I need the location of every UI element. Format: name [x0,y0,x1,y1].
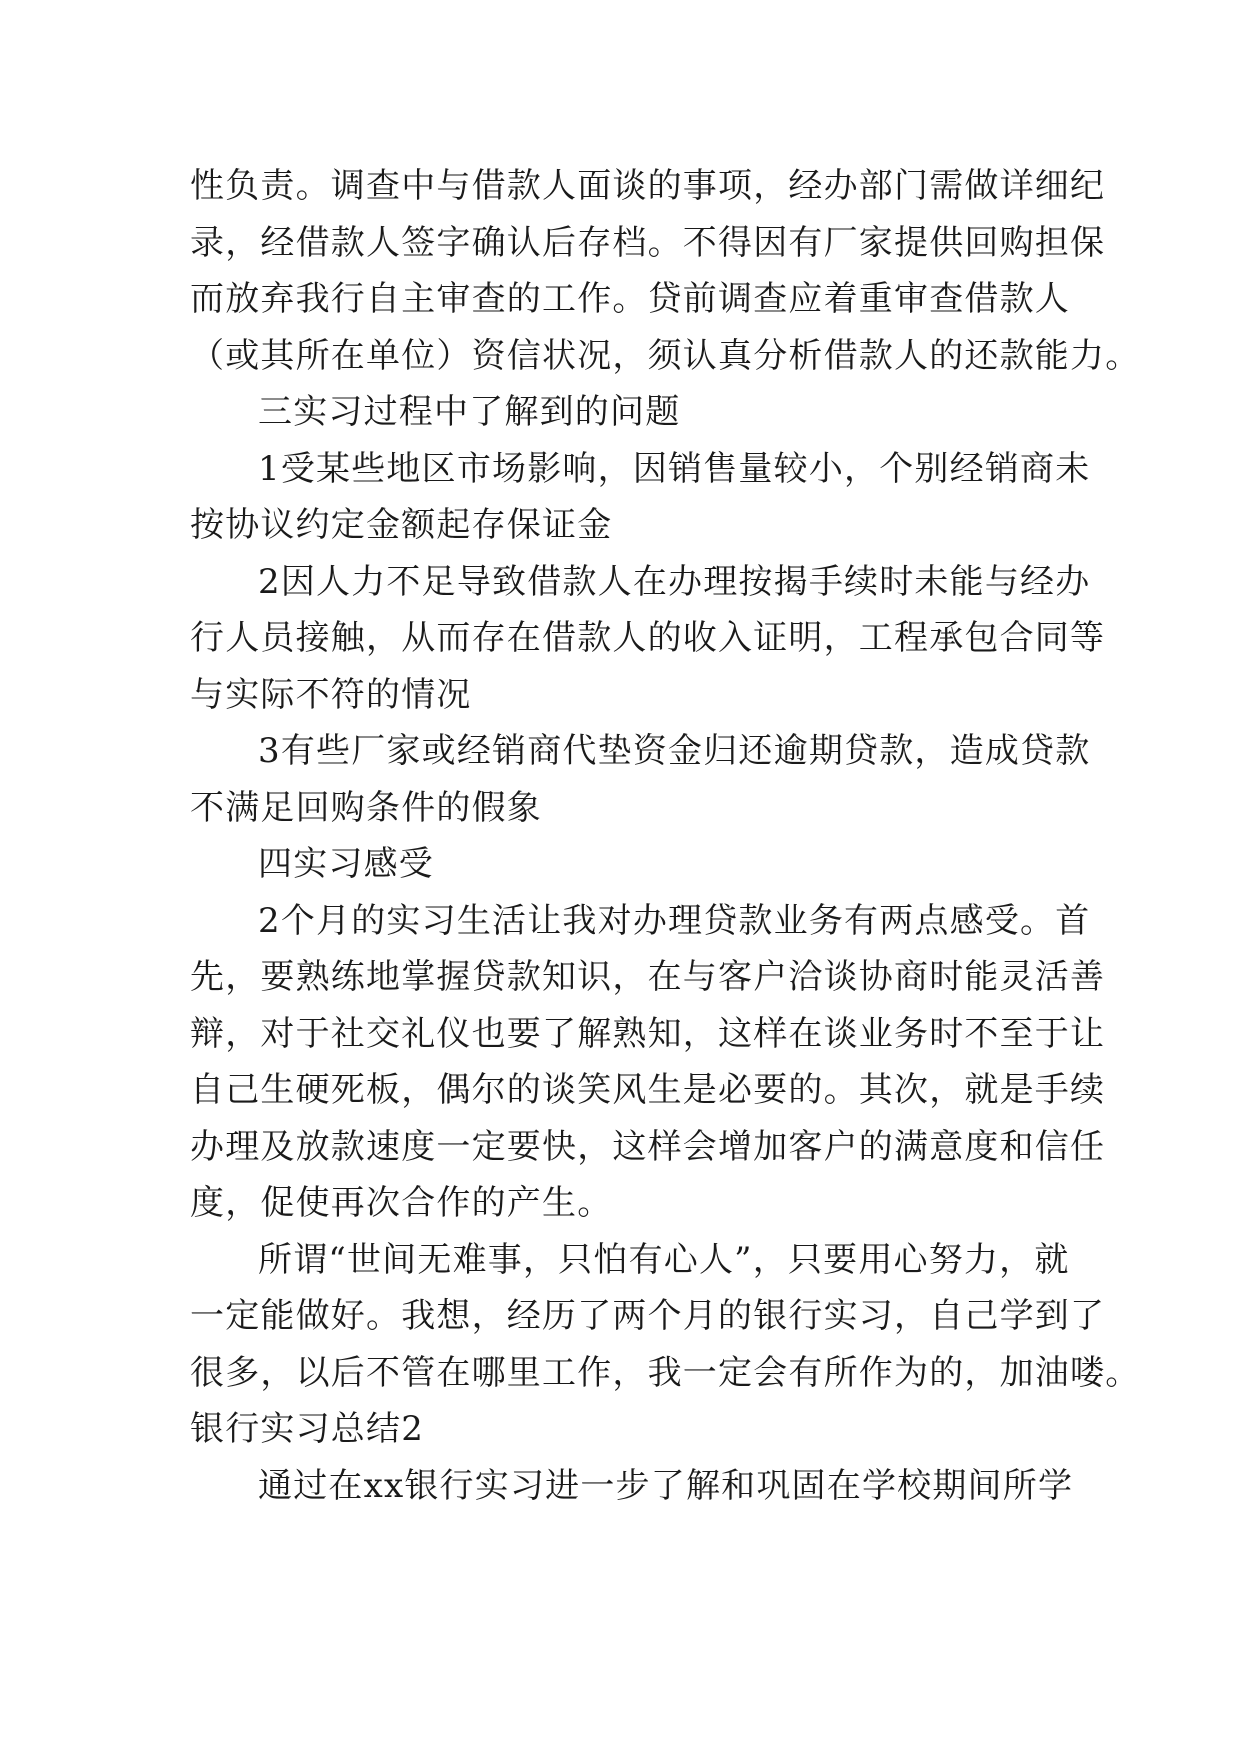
section-title: 银行实习总结2 [190,1409,425,1449]
text-line: 不满足回购条件的假象 [190,787,542,828]
text-line: 2个月的实习生活让我对办理贷款业务有两点感受。首 [258,900,1091,941]
text-line: 度，促使再次合作的产生。 [190,1183,613,1223]
text-line: 按协议约定金额起存保证金 [190,505,613,545]
section-heading: 三实习过程中了解到的问题 [258,392,681,432]
text-line: 1受某些地区市场影响，因销售量较小，个别经销商未 [258,448,1091,489]
text-line: 录，经借款人签字确认后存档。不得因有厂家提供回购担保 [190,222,1106,263]
text-line: 2因人力不足导致借款人在办理按揭手续时未能与经办 [258,561,1091,602]
text-line: 先，要熟练地掌握贷款知识，在与客户洽谈协商时能灵活善 [190,957,1106,997]
section-heading: 四实习感受 [258,844,434,884]
text-line: 通过在xx银行实习进一步了解和巩固在学校期间所学 [258,1465,1074,1506]
text-line: 很多，以后不管在哪里工作，我一定会有所作为的，加油喽。 [190,1352,1141,1393]
text-line: 一定能做好。我想，经历了两个月的银行实习，自己学到了 [190,1296,1106,1336]
text-line: 自己生硬死板，偶尔的谈笑风生是必要的。其次，就是手续 [190,1070,1106,1110]
text-line: 办理及放款速度一定要快，这样会增加客户的满意度和信任 [190,1126,1106,1167]
text-line: 所谓“世间无难事，只怕有心人”，只要用心努力，就 [258,1239,1070,1280]
text-line: 而放弃我行自主审查的工作。贷前调查应着重审查借款人 [190,279,1070,319]
document-body [190,158,1141,1514]
text-line: 3有些厂家或经销商代垫资金归还逾期贷款，造成贷款 [258,731,1091,771]
text-line: 与实际不符的情况 [190,674,472,715]
text-line: 性负责。调查中与借款人面谈的事项，经办部门需做详细纪 [190,166,1106,206]
text-line: 辩，对于社交礼仪也要了解熟知，这样在谈业务时不至于让 [190,1013,1106,1054]
text-line: （或其所在单位）资信状况，须认真分析借款人的还款能力。 [190,335,1141,376]
text-line: 行人员接触，从而存在借款人的收入证明，工程承包合同等 [190,618,1106,658]
